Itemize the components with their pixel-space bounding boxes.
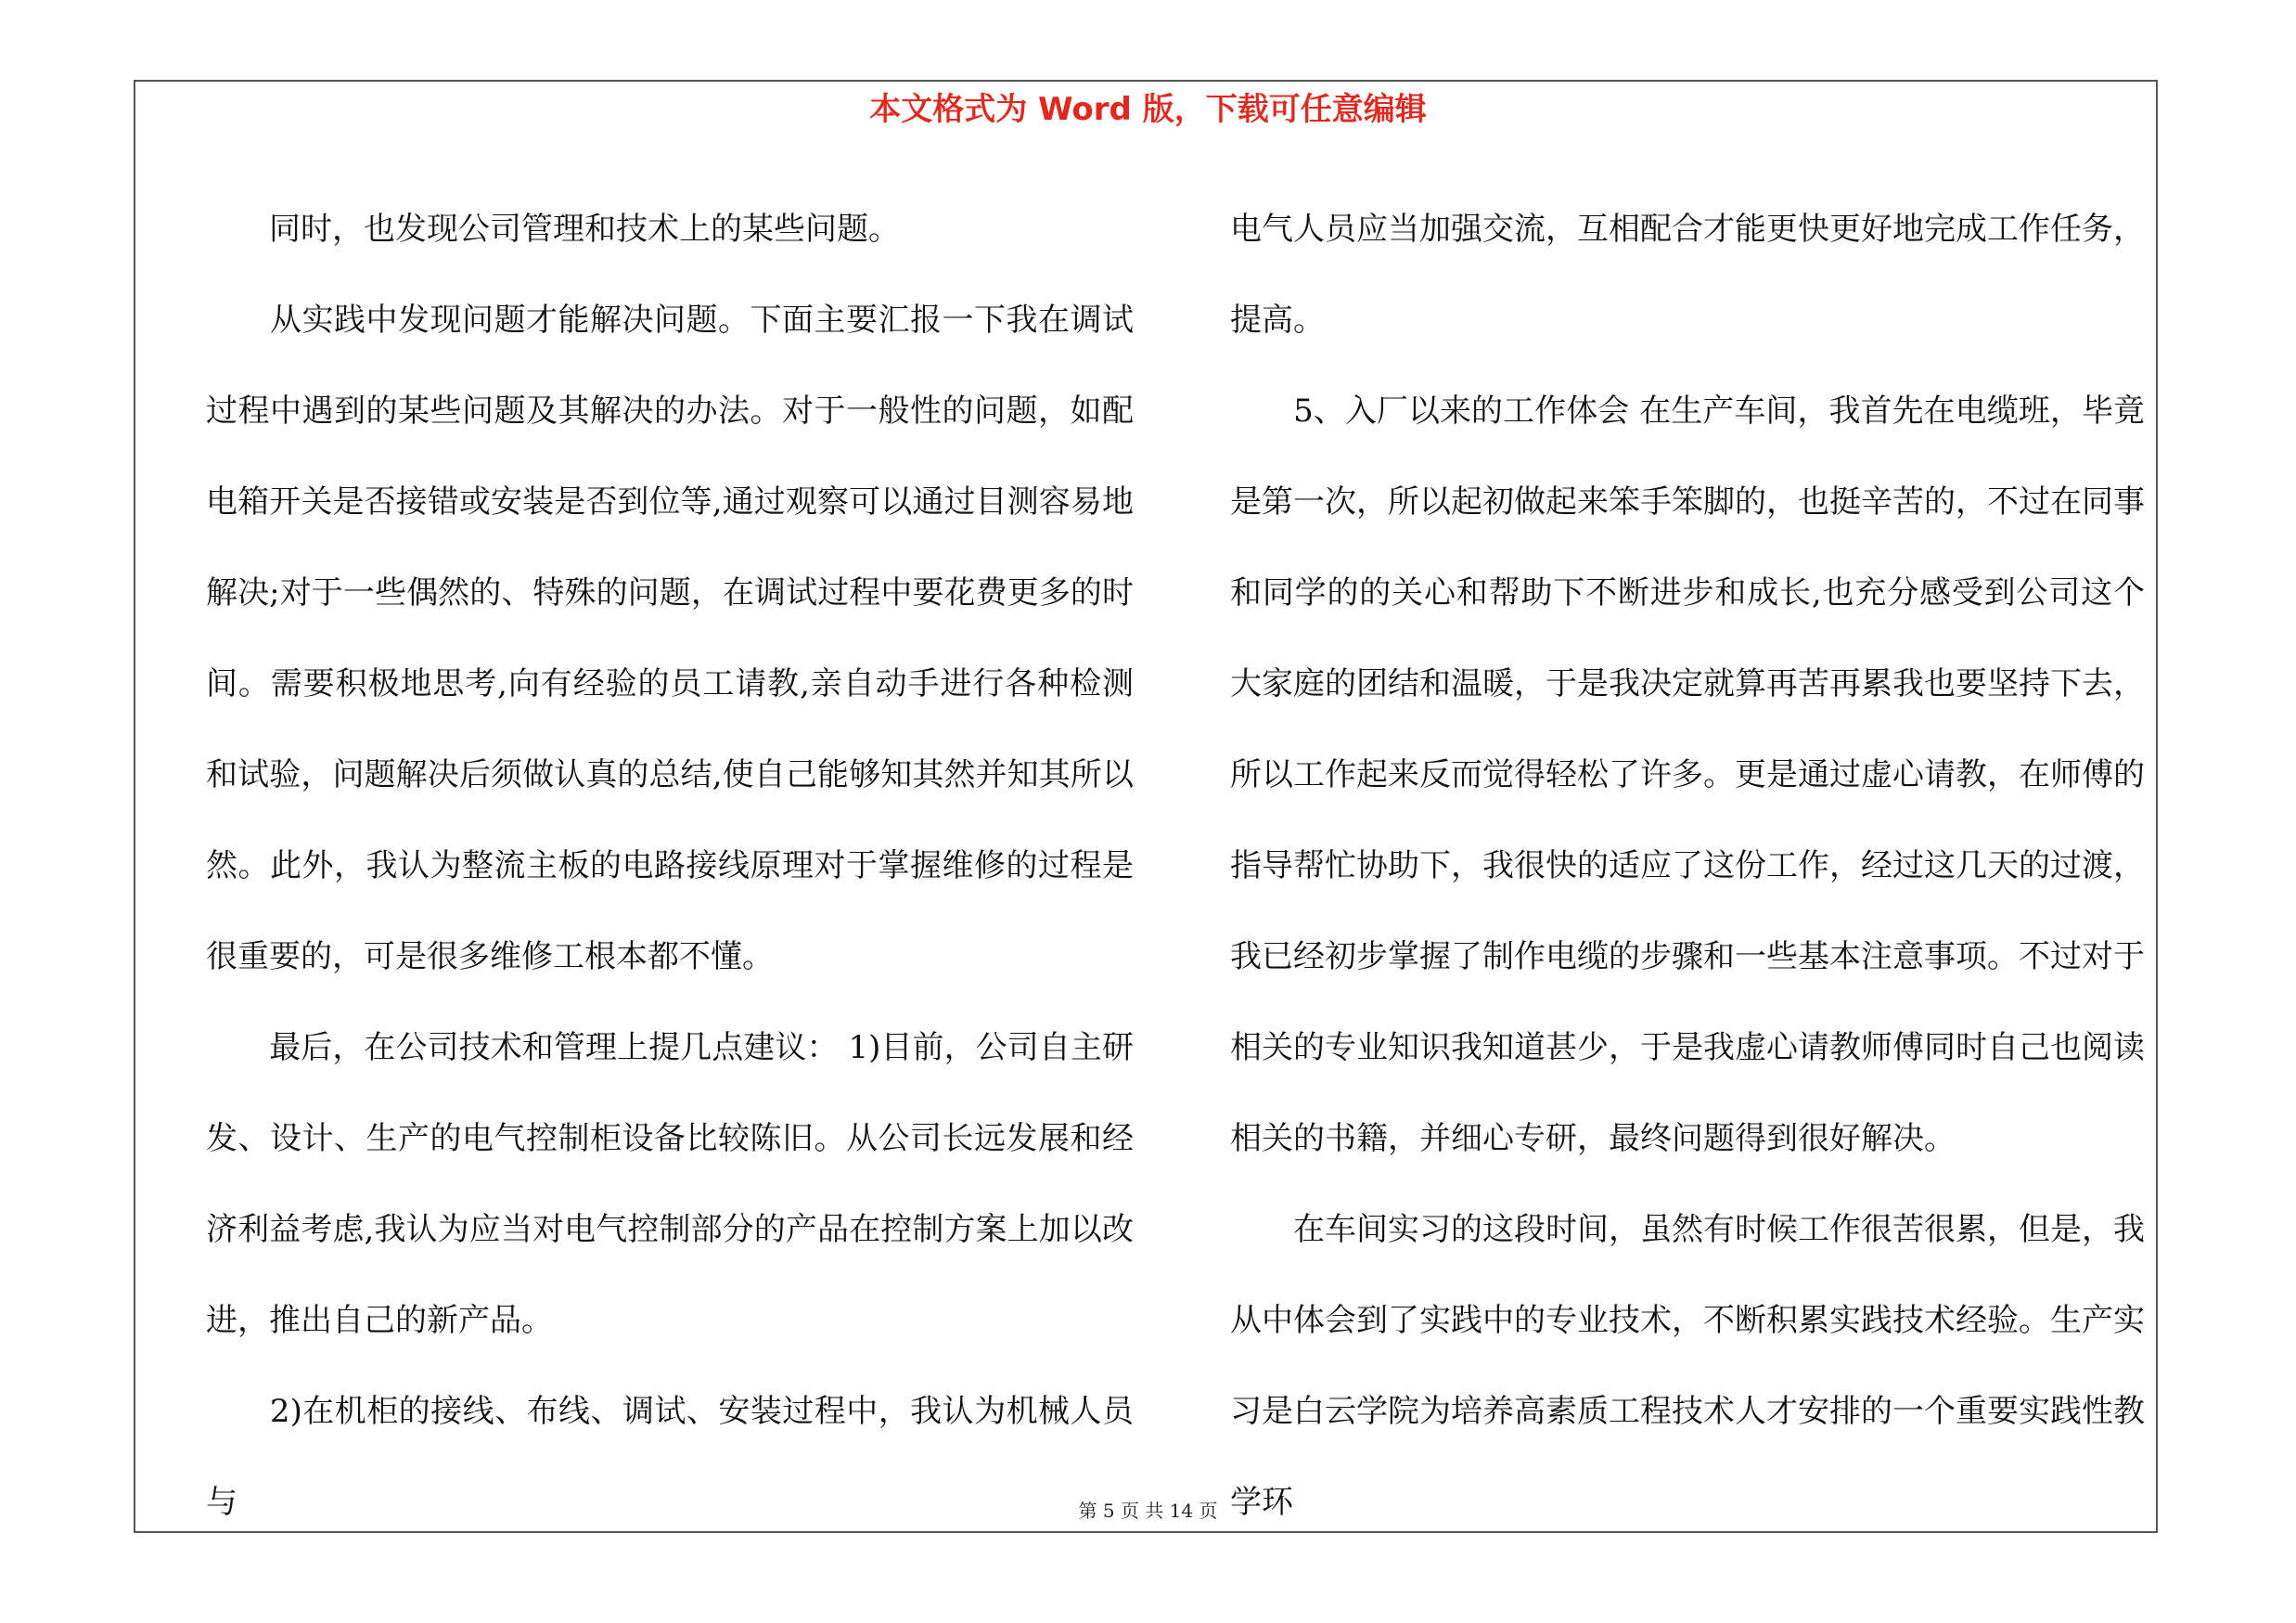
page-number: 第 5 页 共 14 页 [1078, 1500, 1218, 1522]
paragraph: 5、入厂以来的工作体会 在生产车间，我首先在电缆班，毕竟是第一次，所以起初做起来笨手笨脚的，也挺辛苦的，不过在同事和同学的的关心和帮助下不断进步和成长,也充分感受到公司这个大家庭的团结和温暖，于是我决定就算再苦再累我也要坚持下去，所以工作起来反而觉得轻松了许多。更是通过虚心请教，在师傅的指导帮忙协助下，我很快的适应了这份工作，经过这几天的过渡，我已经初步掌握了制作电缆的步骤和一些基本注意事项。不过对于相关的专业知识我知道甚少，于是我虚心请教师傅同时自己也阅读相关的书籍，并细心专研，最终问题得到很好解决。 [1230, 393, 2145, 1157]
paragraph: 从实践中发现问题才能解决问题。下面主要汇报一下我在调试过程中遇到的某些问题及其解决的办法。对于一般性的问题，如配电箱开关是否接错或安装是否到位等,通过观察可以通过目测容易地解决;对于一些偶然的、特殊的问题，在调试过程中要花费更多的时间。需要积极地思考,向有经验的员工请教,亲自动手进行各种检测和试验，问题解决后须做认真的总结,使自己能够知其然并知其所以然。此外，我认为整流主板的电路接线原理对于掌握维修的过程是很重要的，可是很多维修工根本都不懂。 [206, 302, 1134, 975]
paragraph: 在车间实习的这段时间，虽然有时候工作很苦很累，但是，我从中体会到了实践中的专业技术，不断积累实践技术经验。生产实习是白云学院为培养高素质工程技术人才安排的一个重要实践性教学环 [1230, 1211, 2145, 1521]
left-column [206, 184, 1134, 1548]
paragraph: 2)在机柜的接线、布线、调试、安装过程中，我认为机械人员与 [206, 1393, 1134, 1521]
document-header-notice: 本文格式为 Word 版，下载可任意编辑 [869, 91, 1427, 128]
paragraph: 最后，在公司技术和管理上提几点建议： 1)目前，公司自主研发、设计、生产的电气控制柜设备比较陈旧。从公司长远发展和经济利益考虑,我认为应当对电气控制部分的产品在控制方案上加以改进，推出自己的新产品。 [206, 1029, 1134, 1339]
right-column [1230, 184, 2145, 1548]
paragraph: 同时，也发现公司管理和技术上的某些问题。 [206, 211, 900, 248]
paragraph: 电气人员应当加强交流，互相配合才能更快更好地完成工作任务，提高。 [1230, 211, 2145, 339]
